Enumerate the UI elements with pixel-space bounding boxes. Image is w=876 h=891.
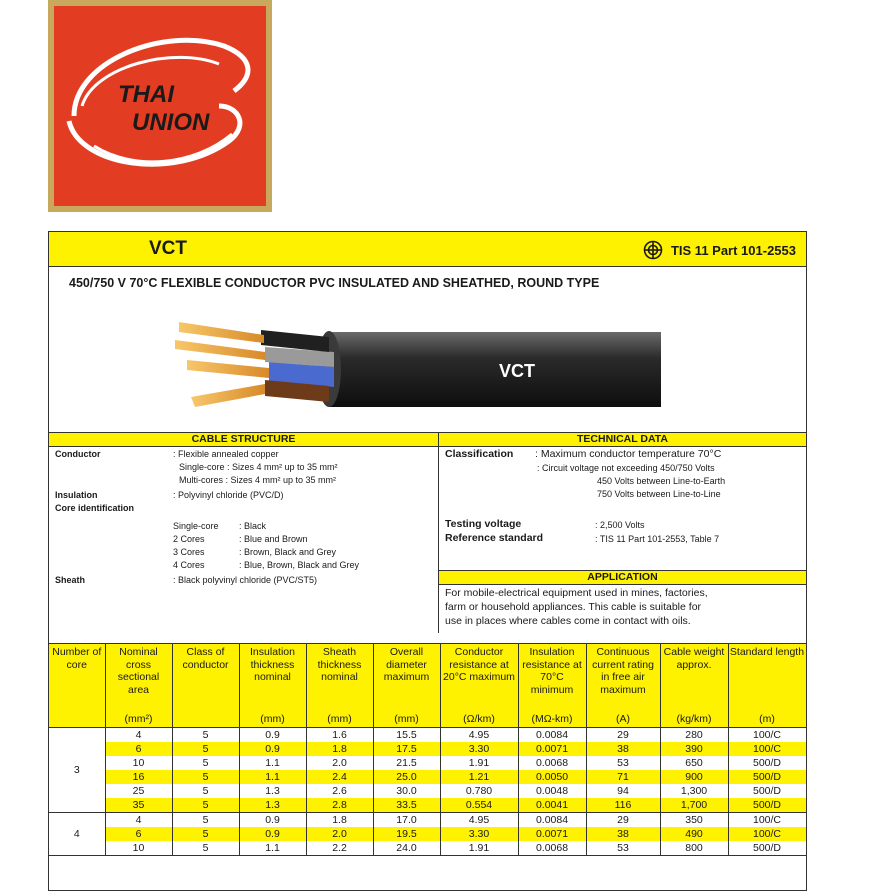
column-header-unit: (kg/km) xyxy=(676,712,712,725)
column-header xyxy=(440,644,518,728)
table-cell: 1.91 xyxy=(440,756,518,770)
technical-data-heading: TECHNICAL DATA xyxy=(439,433,806,447)
info-section xyxy=(49,432,806,633)
table-cell: 2.6 xyxy=(306,784,373,798)
spec-table-wrap xyxy=(49,643,806,856)
column-header-unit: (MΩ-km) xyxy=(531,712,573,725)
column-header xyxy=(306,644,373,728)
table-cell: 2.0 xyxy=(306,756,373,770)
table-cell: 0.9 xyxy=(239,813,306,828)
table-cell: 3.30 xyxy=(440,742,518,756)
table-cell: 5 xyxy=(172,742,239,756)
core-id-value: : Blue and Brown xyxy=(239,534,308,544)
table-cell: 116 xyxy=(586,798,660,813)
table-cell: 490 xyxy=(660,827,728,841)
column-header xyxy=(105,644,172,728)
tis-certification-icon xyxy=(643,240,663,260)
technical-data-section xyxy=(439,433,806,633)
table-cell: 0.9 xyxy=(239,827,306,841)
table-cell: 0.9 xyxy=(239,728,306,743)
cable-subtitle: 450/750 V 70°C FLEXIBLE CONDUCTOR PVC INSULATED AND SHEATHED, ROUND TYPE xyxy=(69,276,600,290)
logo-text-union: UNION xyxy=(132,109,210,136)
table-cell: 19.5 xyxy=(373,827,440,841)
application-text: use in places where cables come in contact with oils. xyxy=(445,615,691,627)
core-id-key: 4 Cores xyxy=(173,560,205,570)
column-header-unit: (A) xyxy=(616,712,630,725)
table-cell: 5 xyxy=(172,770,239,784)
model-name: VCT xyxy=(149,238,187,259)
table-cell: 4.95 xyxy=(440,728,518,743)
reference-standard-value: : TIS 11 Part 101-2553, Table 7 xyxy=(595,534,720,544)
table-cell: 0.9 xyxy=(239,742,306,756)
table-cell: 1.6 xyxy=(306,728,373,743)
application-text: For mobile-electrical equipment used in mines, factories, xyxy=(445,587,708,599)
table-cell: 900 xyxy=(660,770,728,784)
table-cell: 2.4 xyxy=(306,770,373,784)
table-cell: 2.8 xyxy=(306,798,373,813)
classification-label: Classification xyxy=(445,448,514,460)
logo-text-thai: THAI xyxy=(118,81,174,108)
core-id-key: 2 Cores xyxy=(173,534,205,544)
table-row xyxy=(49,784,806,798)
column-header xyxy=(49,644,105,728)
column-header-unit: (mm) xyxy=(327,712,352,725)
table-cell: 500/D xyxy=(728,841,806,856)
column-header xyxy=(518,644,586,728)
column-header xyxy=(239,644,306,728)
cable-structure-heading: CABLE STRUCTURE xyxy=(49,433,438,447)
core-id-key: 3 Cores xyxy=(173,547,205,557)
table-cell: 100/C xyxy=(728,728,806,743)
conductor-label: Conductor xyxy=(55,449,101,459)
table-cell: 25.0 xyxy=(373,770,440,784)
number-of-core-cell: 4 xyxy=(49,813,105,856)
table-cell: 0.0050 xyxy=(518,770,586,784)
table-cell: 0.0084 xyxy=(518,728,586,743)
table-cell: 500/D xyxy=(728,770,806,784)
column-header-label: Overall diameter maximum xyxy=(383,646,430,683)
column-header-label: Insulation thickness nominal xyxy=(250,646,295,683)
table-cell: 0.0068 xyxy=(518,756,586,770)
table-cell: 24.0 xyxy=(373,841,440,856)
table-cell: 0.0068 xyxy=(518,841,586,856)
table-cell: 5 xyxy=(172,813,239,828)
column-header xyxy=(373,644,440,728)
core-id-label: Core identification xyxy=(55,503,135,513)
column-header-label: Number of core xyxy=(52,646,102,671)
testing-voltage-label: Testing voltage xyxy=(445,518,522,530)
table-row xyxy=(49,742,806,756)
table-cell: 0.0071 xyxy=(518,742,586,756)
insulation-label: Insulation xyxy=(55,490,98,500)
cable-label: VCT xyxy=(499,361,535,381)
table-cell: 17.0 xyxy=(373,813,440,828)
table-header-row xyxy=(49,644,806,728)
application-text: farm or household appliances. This cable is suitable for xyxy=(445,601,702,613)
table-cell: 5 xyxy=(172,798,239,813)
column-header-label: Cable weight approx. xyxy=(663,646,725,671)
table-cell: 1.1 xyxy=(239,756,306,770)
cable-illustration xyxy=(169,312,669,422)
standard-reference: TIS 11 Part 101-2553 xyxy=(670,242,796,258)
table-row xyxy=(49,728,806,743)
column-header-label: Nominal cross sectional area xyxy=(117,646,160,696)
title-bar xyxy=(49,232,806,267)
table-cell: 10 xyxy=(105,756,172,770)
core-id-key: Single-core xyxy=(173,521,219,531)
reference-standard-label: Reference standard xyxy=(445,532,544,544)
classification-line: 450 Volts between Line-to-Earth xyxy=(597,476,726,486)
table-cell: 3.30 xyxy=(440,827,518,841)
table-cell: 15.5 xyxy=(373,728,440,743)
testing-voltage-value: : 2,500 Volts xyxy=(595,520,645,530)
table-cell: 4.95 xyxy=(440,813,518,828)
table-cell: 2.0 xyxy=(306,827,373,841)
table-cell: 53 xyxy=(586,841,660,856)
column-header-label: Standard length xyxy=(729,646,805,658)
table-cell: 2.2 xyxy=(306,841,373,856)
table-cell: 17.5 xyxy=(373,742,440,756)
table-cell: 100/C xyxy=(728,813,806,828)
table-cell: 0.0071 xyxy=(518,827,586,841)
table-cell: 71 xyxy=(586,770,660,784)
table-cell: 38 xyxy=(586,742,660,756)
column-header xyxy=(660,644,728,728)
table-row xyxy=(49,841,806,856)
table-row xyxy=(49,756,806,770)
table-row xyxy=(49,770,806,784)
column-header-label: Sheath thickness nominal xyxy=(317,646,362,683)
table-cell: 33.5 xyxy=(373,798,440,813)
sheath-label: Sheath xyxy=(55,575,86,585)
column-header-unit: (mm) xyxy=(260,712,285,725)
column-header-label: Class of conductor xyxy=(182,646,229,671)
table-cell: 390 xyxy=(660,742,728,756)
table-cell: 500/D xyxy=(728,798,806,813)
cable-structure-section xyxy=(49,433,439,633)
table-cell: 1.1 xyxy=(239,770,306,784)
table-cell: 100/C xyxy=(728,827,806,841)
spec-sheet xyxy=(48,231,807,891)
table-cell: 1.8 xyxy=(306,813,373,828)
table-cell: 5 xyxy=(172,827,239,841)
table-cell: 100/C xyxy=(728,742,806,756)
classification-line: : Circuit voltage not exceeding 450/750 Volts xyxy=(537,463,715,473)
table-cell: 6 xyxy=(105,742,172,756)
table-cell: 0.0041 xyxy=(518,798,586,813)
table-cell: 1.21 xyxy=(440,770,518,784)
table-cell: 0.780 xyxy=(440,784,518,798)
table-row xyxy=(49,813,806,828)
classification-line: : Maximum conductor temperature 70°C xyxy=(535,448,722,460)
table-cell: 94 xyxy=(586,784,660,798)
table-cell: 650 xyxy=(660,756,728,770)
table-cell: 1.3 xyxy=(239,798,306,813)
table-cell: 10 xyxy=(105,841,172,856)
table-cell: 4 xyxy=(105,728,172,743)
table-body xyxy=(49,728,806,856)
table-cell: 5 xyxy=(172,756,239,770)
table-cell: 29 xyxy=(586,813,660,828)
table-cell: 29 xyxy=(586,728,660,743)
core-id-value: : Black xyxy=(239,521,267,531)
table-row xyxy=(49,798,806,813)
table-cell: 5 xyxy=(172,784,239,798)
column-header-unit: (mm) xyxy=(394,712,419,725)
number-of-core-cell: 3 xyxy=(49,728,105,813)
table-cell: 1,300 xyxy=(660,784,728,798)
table-cell: 350 xyxy=(660,813,728,828)
spec-table xyxy=(49,644,807,856)
multi-core-sizes: Multi-cores : Sizes 4 mm² up to 35 mm² xyxy=(179,475,337,485)
single-core-sizes: Single-core : Sizes 4 mm² up to 35 mm² xyxy=(179,462,338,472)
table-cell: 0.0084 xyxy=(518,813,586,828)
core-id-value: : Brown, Black and Grey xyxy=(239,547,337,557)
table-cell: 800 xyxy=(660,841,728,856)
column-header-label: Conductor resistance at 20°C maximum xyxy=(443,646,515,683)
table-cell: 35 xyxy=(105,798,172,813)
column-header-unit: (Ω/km) xyxy=(463,712,495,725)
conductor-desc: : Flexible annealed copper xyxy=(173,449,279,459)
table-cell: 500/D xyxy=(728,784,806,798)
sheath-desc: : Black polyvinyl chloride (PVC/ST5) xyxy=(173,575,318,585)
table-cell: 6 xyxy=(105,827,172,841)
table-cell: 53 xyxy=(586,756,660,770)
insulation-desc: : Polyvinyl chloride (PVC/D) xyxy=(173,490,284,500)
table-cell: 25 xyxy=(105,784,172,798)
table-cell: 21.5 xyxy=(373,756,440,770)
table-cell: 1.8 xyxy=(306,742,373,756)
application-heading: APPLICATION xyxy=(439,571,806,585)
table-cell: 5 xyxy=(172,841,239,856)
column-header-unit: (m) xyxy=(759,712,775,725)
table-row xyxy=(49,827,806,841)
application-section xyxy=(439,570,806,627)
column-header xyxy=(586,644,660,728)
table-cell: 5 xyxy=(172,728,239,743)
table-cell: 280 xyxy=(660,728,728,743)
column-header-label: Insulation resistance at 70°C minimum xyxy=(522,646,582,696)
table-cell: 1.3 xyxy=(239,784,306,798)
table-cell: 1,700 xyxy=(660,798,728,813)
table-cell: 4 xyxy=(105,813,172,828)
column-header xyxy=(728,644,806,728)
table-cell: 1.1 xyxy=(239,841,306,856)
table-cell: 500/D xyxy=(728,756,806,770)
core-id-value: : Blue, Brown, Black and Grey xyxy=(239,560,360,570)
column-header-unit: (mm²) xyxy=(124,712,153,725)
table-cell: 1.91 xyxy=(440,841,518,856)
table-cell: 30.0 xyxy=(373,784,440,798)
thai-union-logo xyxy=(48,0,272,212)
table-cell: 38 xyxy=(586,827,660,841)
column-header-label: Continuous current rating in free air maximum xyxy=(592,646,654,696)
table-cell: 16 xyxy=(105,770,172,784)
classification-line: 750 Volts between Line-to-Line xyxy=(597,489,721,499)
table-cell: 0.554 xyxy=(440,798,518,813)
logo-swoosh-icon xyxy=(54,6,266,206)
table-cell: 0.0048 xyxy=(518,784,586,798)
column-header xyxy=(172,644,239,728)
